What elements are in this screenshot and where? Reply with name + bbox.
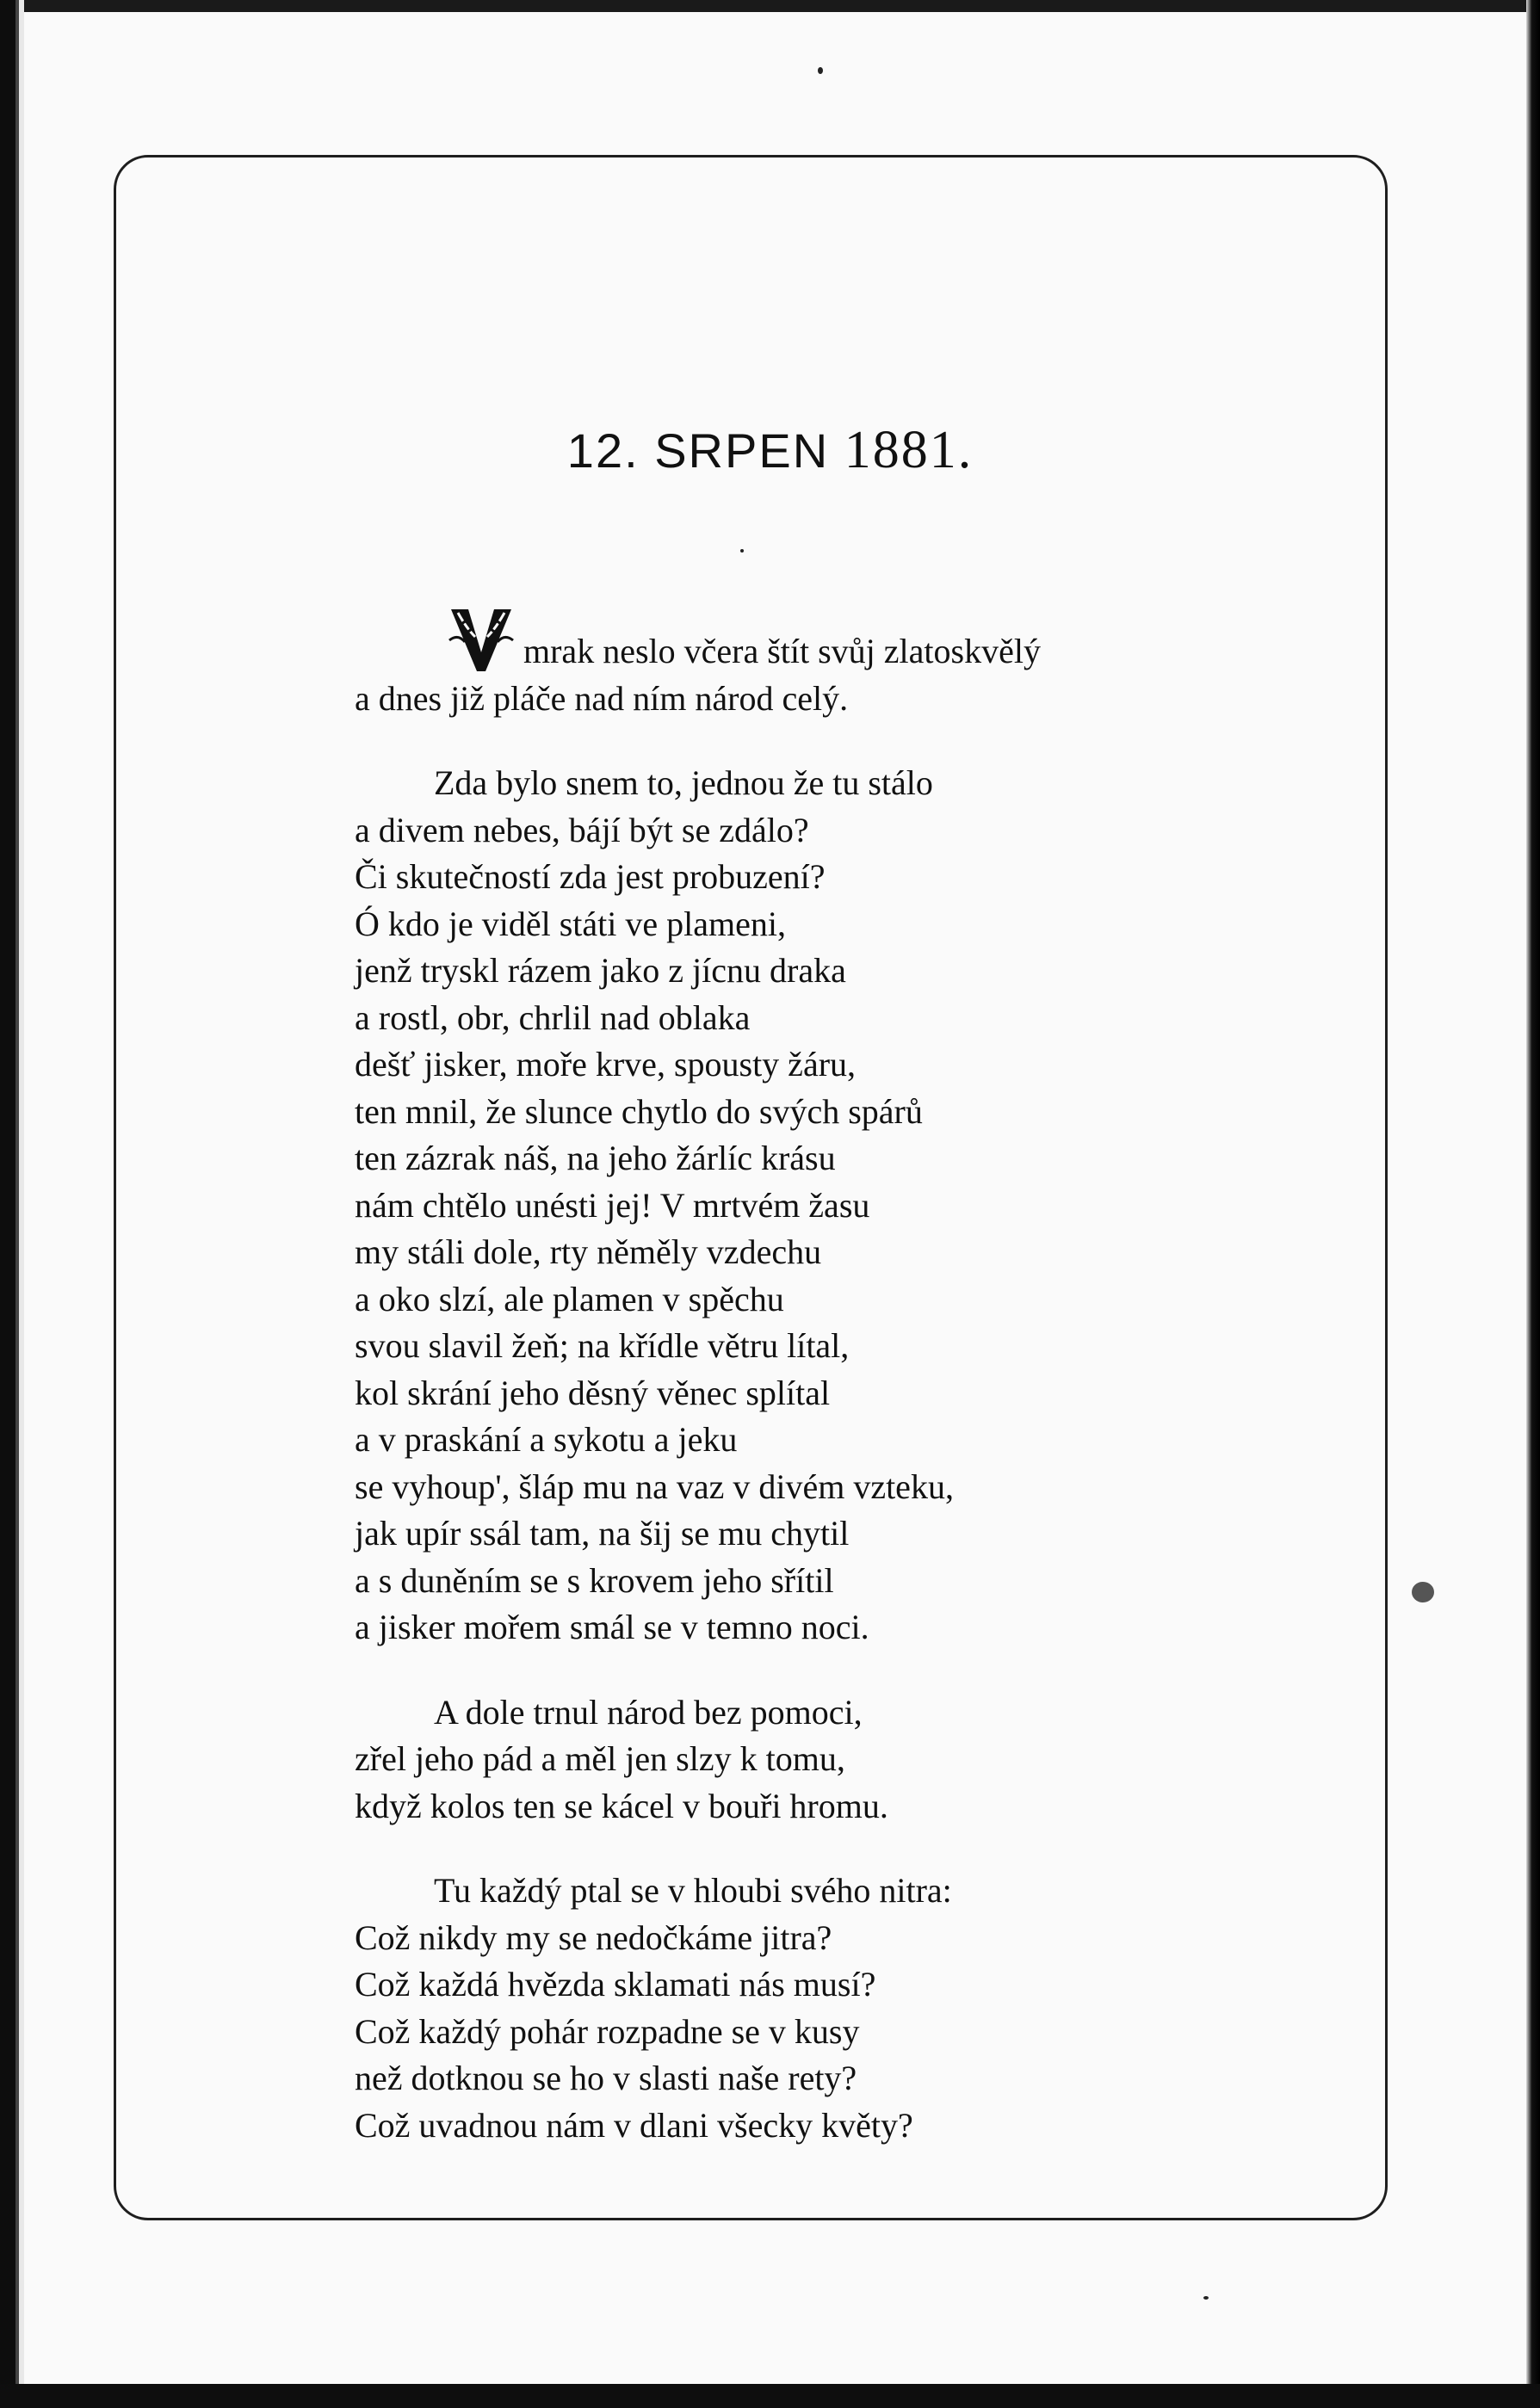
poem-line: zřel jeho pád a měl jen slzy k tomu, [355,1739,845,1778]
poem-line: A dole trnul národ bez pomoci, [434,1692,863,1732]
scan-edge-left [0,0,24,2408]
poem-line: my stáli dole, rty něměly vzdechu [355,1232,822,1271]
stanza-4 [355,1868,1259,2149]
poem-line: Což uvadnou nám v dlani všecky květy? [355,2105,913,2145]
scan-speck [1203,2296,1209,2300]
poem-title [0,420,1540,481]
title-prefix: 12. SRPEN [566,423,830,478]
stanza-1 [355,602,1259,722]
poem-line: a divem nebes, bájí být se zdálo? [355,810,809,849]
poem-line: mrak neslo včera štít svůj zlatoskvělý [355,602,1259,676]
poem-line: svou slavil žeň; na křídle větru lítal, [355,1326,850,1365]
poem-line: a dnes již pláče nad ním národ celý. [355,678,849,718]
poem-line: Což nikdy my se nedočkáme jitra? [355,1917,832,1957]
poem-line: a jisker mořem smál se v temno noci. [355,1608,869,1646]
decorative-initial-v-icon [446,602,516,675]
scan-edge-top [0,0,1540,12]
poem-line: jenž tryskl rázem jako z jícnu draka [355,951,846,990]
poem-body [355,602,1259,2187]
poem-line: ten zázrak náš, na jeho žárlíc krásu [355,1139,836,1177]
stanza-3 [355,1689,1259,1831]
scan-edge-right [1526,0,1540,2408]
poem-line: nám chtělo unésti jej! V mrtvém žasu [355,1185,870,1225]
poem-line: když kolos ten se kácel v bouři hromu. [355,1786,888,1825]
poem-line: Což každý pohár rozpadne se v kusy [355,2011,860,2051]
title-year: 1881. [844,421,974,479]
poem-line: a oko slzí, ale plamen v spěchu [355,1279,784,1318]
poem-line: se vyhoup', šláp mu na vaz v divém vzteku, [355,1466,954,1506]
poem-line: jak upír ssál tam, na šij se mu chytil [355,1514,850,1553]
poem-line: než dotknou se ho v slasti naše rety? [355,2059,857,2097]
scan-speck [1412,1582,1434,1602]
poem-line: Či skutečností zda jest probuzení? [355,857,826,896]
poem-line: a rostl, obr, chrlil nad oblaka [355,997,751,1037]
scan-edge-bottom [0,2384,1540,2408]
poem-line: Zda bylo snem to, jednou že tu stálo [434,763,933,802]
poem-line: Ó kdo je viděl státi ve plameni, [355,904,786,943]
poem-line: a v praskání a sykotu a jeku [355,1420,738,1459]
poem-line: Což každá hvězda sklamati nás musí? [355,1965,876,2004]
poem-line: a s duněním se s krovem jeho sřítil [355,1560,834,1600]
scan-speck [740,549,744,553]
poem-line: dešť jisker, moře krve, spousty žáru, [355,1045,857,1084]
stanza-2 [355,760,1259,1652]
poem-line: kol skrání jeho děsný věnec splítal [355,1373,831,1412]
poem-line: ten mnil, že slunce chytlo do svých spárů [355,1091,923,1131]
poem-line: Tu každý ptal se v hloubi svého nitra: [434,1871,952,1910]
scan-speck [818,67,823,74]
